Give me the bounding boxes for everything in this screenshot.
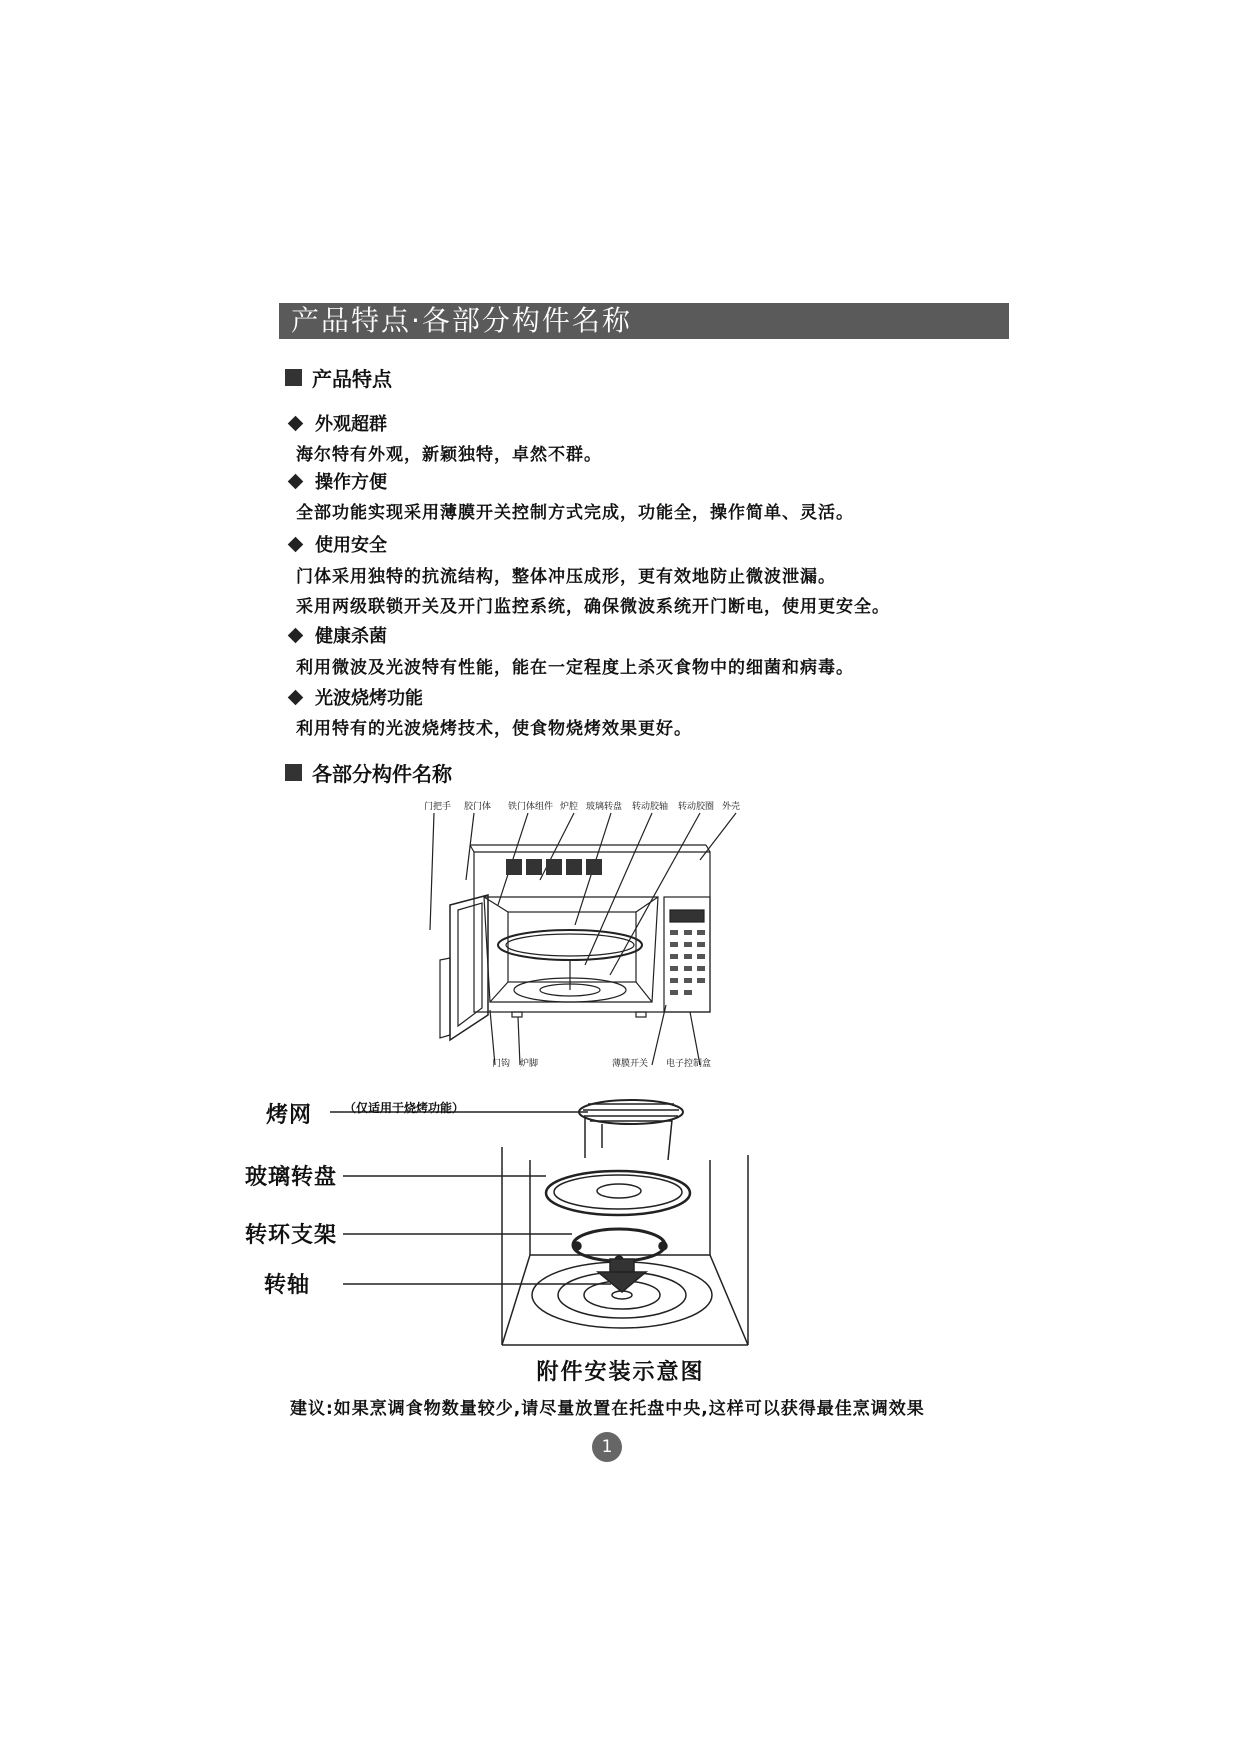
feature-title-text: 外观超群 xyxy=(315,414,387,435)
parts-heading-text: 各部分构件名称 xyxy=(312,762,452,786)
diagram-label-membrane-switch: 薄膜开关 xyxy=(612,1059,649,1069)
diagram-label-casing: 外壳 xyxy=(722,802,741,812)
diagram-label-rotating-shaft: 转动胶轴 xyxy=(632,802,669,812)
feature-title-text: 光波烧烤功能 xyxy=(315,688,423,709)
grill-note: （仅适用于烧烤功能） xyxy=(344,1101,465,1115)
diagram-label-glass-tray: 玻璃转盘 xyxy=(586,802,623,812)
feature-line: 利用微波及光波特有性能，能在一定程度上杀灭食物中的细菌和病毒。 xyxy=(296,658,854,678)
diagram-label-iron-door: 铁门体组件 xyxy=(508,802,554,812)
feature-title-text: 健康杀菌 xyxy=(315,626,387,647)
usage-advice: 建议:如果烹调食物数量较少,请尽量放置在托盘中央,这样可以获得最佳烹调效果 xyxy=(290,1399,925,1419)
feature-line: 利用特有的光波烧烤技术，使食物烧烤效果更好。 xyxy=(296,719,692,739)
diagram-label-foot: 炉脚 xyxy=(520,1059,539,1069)
diagram-label-rubber-door: 胶门体 xyxy=(464,802,492,812)
features-heading-text: 产品特点 xyxy=(312,367,392,391)
accessory-label-ring-support: 转环支架 xyxy=(245,1223,338,1248)
diagram-caption: 附件安装示意图 xyxy=(536,1360,705,1385)
feature-line: 海尔特有外观，新颖独特，卓然不群。 xyxy=(296,445,602,465)
diagram-label-door-hook: 门钩 xyxy=(492,1059,511,1069)
accessory-label-glass-tray: 玻璃转盘 xyxy=(245,1165,338,1190)
accessory-label-grill-rack: 烤网 xyxy=(266,1103,313,1128)
feature-title-text: 使用安全 xyxy=(315,535,387,556)
diagram-label-rotating-ring: 转动胶圈 xyxy=(678,802,715,812)
feature-line: 全部功能实现采用薄膜开关控制方式完成，功能全，操作简单、灵活。 xyxy=(296,503,854,523)
diagram-label-control-box: 电子控制盒 xyxy=(666,1059,712,1069)
page-number: 1 xyxy=(592,1432,622,1462)
diagram-label-door-handle: 门把手 xyxy=(424,802,452,812)
accessory-label-shaft: 转轴 xyxy=(264,1273,311,1298)
feature-line: 门体采用独特的抗流结构，整体冲压成形，更有效地防止微波泄漏。 xyxy=(296,567,836,587)
diagram-label-cavity: 炉腔 xyxy=(560,802,579,812)
feature-line: 采用两级联锁开关及开门监控系统，确保微波系统开门断电，使用更安全。 xyxy=(296,597,890,617)
feature-title-text: 操作方便 xyxy=(315,472,387,493)
page-title: 产品特点·各部分构件名称 xyxy=(279,303,1009,339)
